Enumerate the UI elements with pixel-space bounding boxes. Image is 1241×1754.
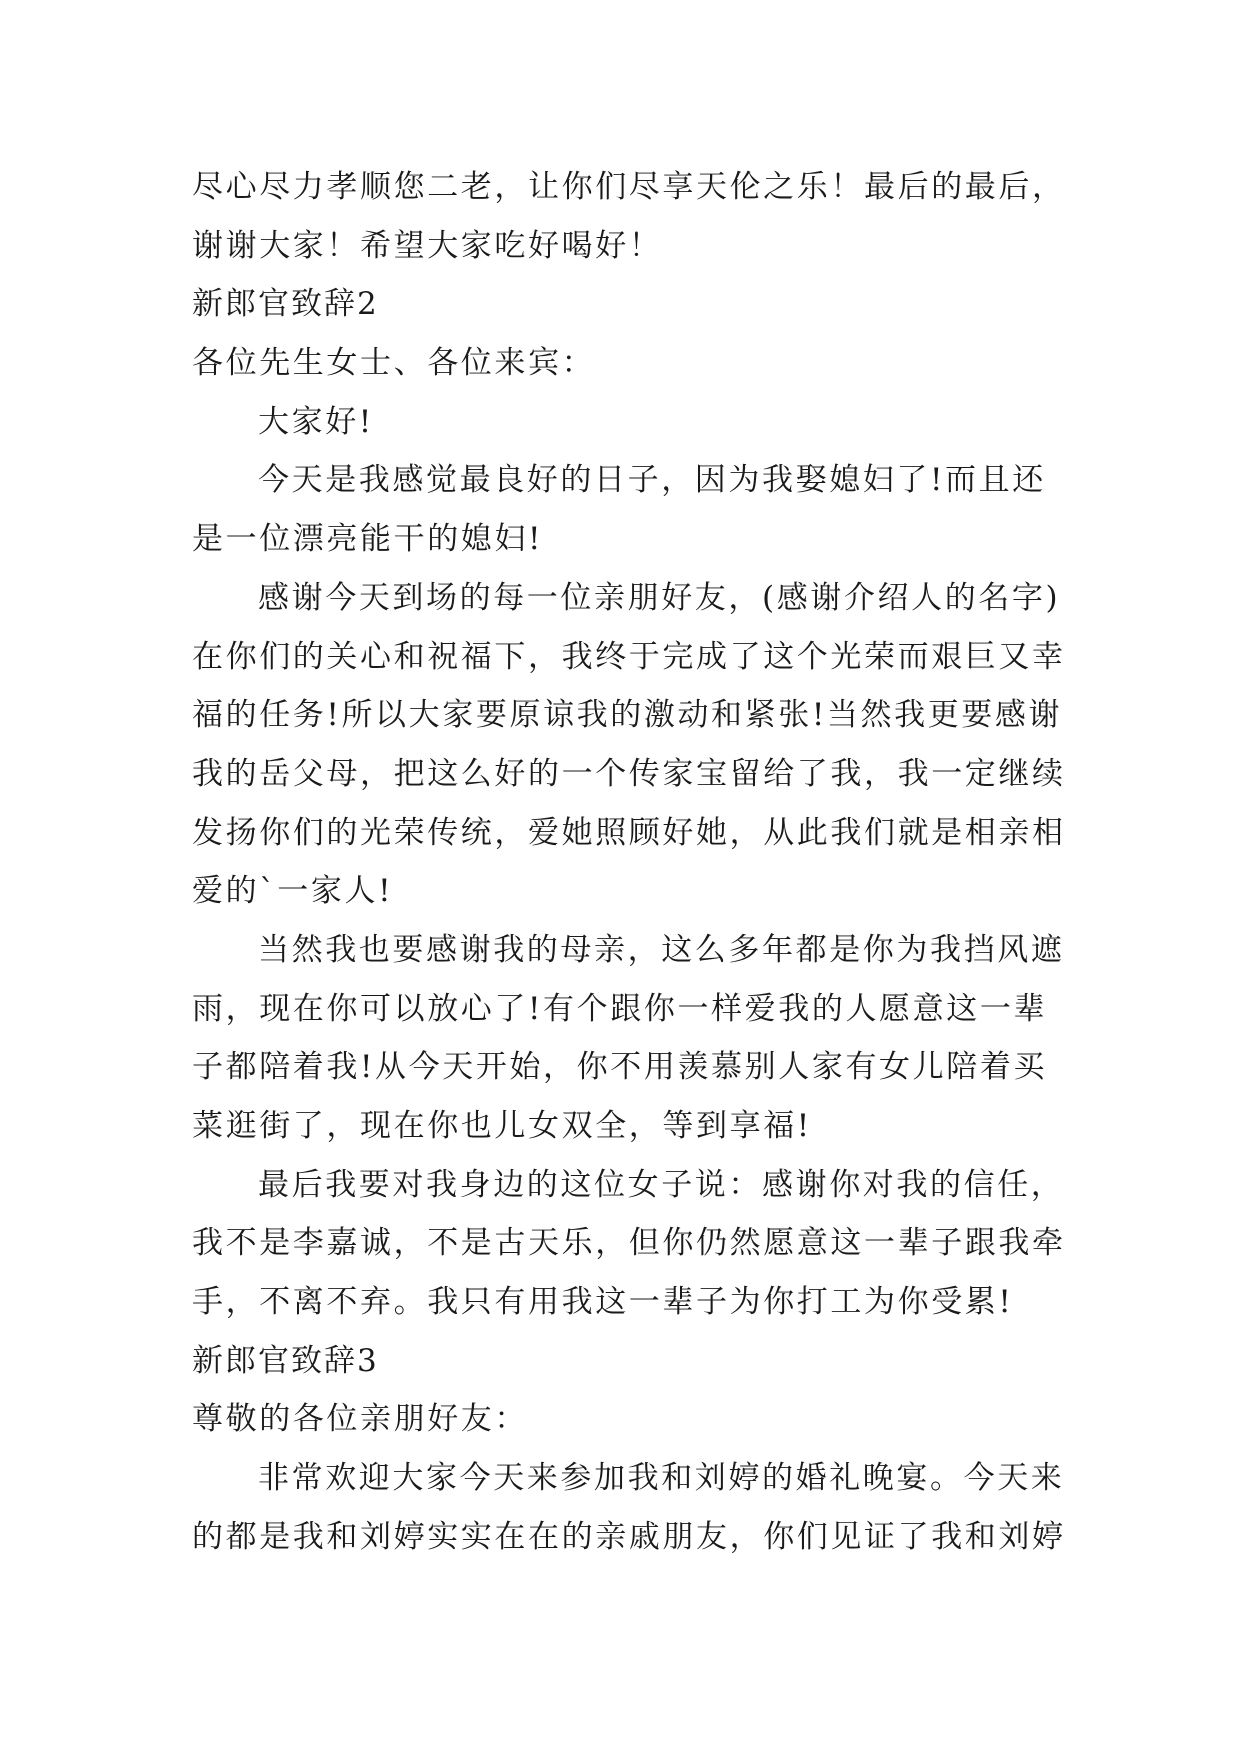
text-line-19: 我不是李嘉诚，不是古天乐，但你仍然愿意这一辈子跟我牵 [192,1225,1066,1262]
text-line-9: 在你们的关心和祝福下，我终于完成了这个光荣而艰巨又幸 [192,638,1066,675]
text-line-13: 爱的`一家人! [192,873,394,910]
text-line-15: 雨，现在你可以放心了!有个跟你一样爱我的人愿意这一辈 [192,990,1048,1027]
section-heading-3: 新郎官致辞3 [192,1342,379,1379]
text-line-1: 尽心尽力孝顺您二老，让你们尽享天伦之乐！最后的最后， [192,169,1066,205]
text-line-12: 发扬你们的光荣传统，爱她照顾好她，从此我们就是相亲相 [192,814,1066,851]
salutation-3: 尊敬的各位亲朋好友： [192,1401,528,1438]
text-line-7: 是一位漂亮能干的媳妇! [192,521,544,558]
greeting-line: 大家好! [258,403,374,440]
text-line-8: 感谢今天到场的每一位亲朋好友，(感谢介绍人的名字) [258,579,1061,616]
text-line-18: 最后我要对我身边的这位女子说：感谢你对我的信任， [258,1166,1065,1203]
text-line-20: 手，不离不弃。我只有用我这一辈子为你打工为你受累! [192,1284,1014,1321]
salutation-2: 各位先生女士、各位来宾： [192,345,596,382]
text-line-2: 谢谢大家！希望大家吃好喝好！ [192,227,663,264]
text-line-17: 菜逛街了，现在你也儿女双全，等到享福! [192,1108,812,1144]
text-line-24: 的都是我和刘婷实实在在的亲戚朋友，你们见证了我和刘婷 [192,1518,1066,1555]
text-line-6: 今天是我感觉最良好的日子，因为我娶媳妇了!而且还 [258,462,1046,499]
text-line-16: 子都陪着我!从今天开始，你不用羡慕别人家有女儿陪着买 [192,1049,1048,1086]
text-line-10: 福的任务!所以大家要原谅我的激动和紧张!当然我更要感谢 [192,697,1063,734]
text-line-14: 当然我也要感谢我的母亲，这么多年都是你为我挡风遮 [258,931,1065,968]
document-body [192,158,1068,1567]
section-heading-2: 新郎官致辞2 [192,286,379,323]
text-line-23: 非常欢迎大家今天来参加我和刘婷的婚礼晚宴。今天来 [258,1460,1065,1497]
text-line-11: 我的岳父母，把这么好的一个传家宝留给了我，我一定继续 [192,755,1066,792]
